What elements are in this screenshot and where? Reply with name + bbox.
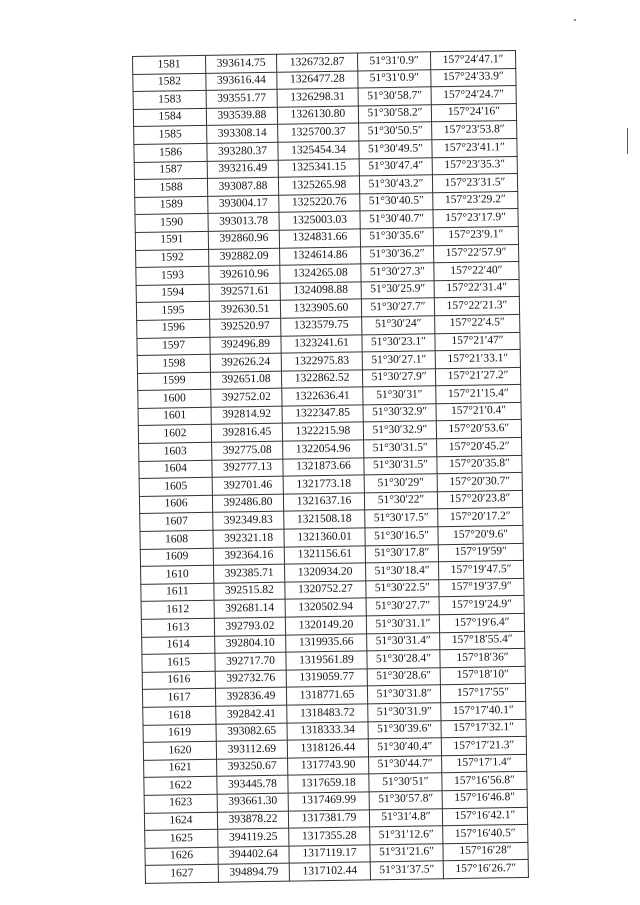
latitude-cell: 51°30′23.1″ <box>362 333 435 352</box>
coordinates-table-body <box>133 50 529 883</box>
x-coordinate-cell: 393539.88 <box>206 107 277 126</box>
y-coordinate-cell: 1325220.76 <box>279 194 360 213</box>
y-coordinate-cell: 1318483.72 <box>287 704 368 723</box>
latitude-cell: 51°30′43.2″ <box>359 175 432 194</box>
latitude-cell: 51°30′31.5″ <box>364 439 437 458</box>
longitude-cell: 157°19′6.4″ <box>439 613 524 632</box>
x-coordinate-cell: 393551.77 <box>206 89 277 108</box>
point-number-cell: 1592 <box>136 249 209 268</box>
longitude-cell: 157°23′53.8″ <box>432 121 517 140</box>
y-coordinate-cell: 1325454.34 <box>278 141 359 160</box>
longitude-cell: 157°23′35.3″ <box>432 156 517 175</box>
latitude-cell: 51°30′40.4″ <box>368 738 441 757</box>
longitude-cell: 157°19′24.9″ <box>439 596 524 615</box>
x-coordinate-cell: 392385.71 <box>214 564 285 583</box>
x-coordinate-cell: 393112.69 <box>216 740 287 759</box>
y-coordinate-cell: 1319561.89 <box>286 651 367 670</box>
x-coordinate-cell: 392717.70 <box>215 652 286 671</box>
y-coordinate-cell: 1321156.61 <box>284 546 365 565</box>
latitude-cell: 51°30′51″ <box>369 773 442 792</box>
longitude-cell: 157°24′33.9″ <box>431 68 516 87</box>
y-coordinate-cell: 1318333.34 <box>287 721 368 740</box>
point-number-cell: 1587 <box>134 161 207 180</box>
point-number-cell: 1586 <box>134 143 207 162</box>
longitude-cell: 157°21′0.4″ <box>436 402 521 421</box>
point-number-cell: 1582 <box>133 73 206 92</box>
y-coordinate-cell: 1318771.65 <box>286 686 367 705</box>
x-coordinate-cell: 392882.09 <box>209 248 280 267</box>
x-coordinate-cell: 392364.16 <box>213 547 284 566</box>
x-coordinate-cell: 392630.51 <box>209 301 280 320</box>
point-number-cell: 1585 <box>134 126 207 145</box>
latitude-cell: 51°30′32.9″ <box>363 404 436 423</box>
y-coordinate-cell: 1325700.37 <box>278 123 359 142</box>
x-coordinate-cell: 392515.82 <box>214 582 285 601</box>
y-coordinate-cell: 1317381.79 <box>288 809 369 828</box>
y-coordinate-cell: 1324614.86 <box>280 246 361 265</box>
y-coordinate-cell: 1317659.18 <box>288 774 369 793</box>
point-number-cell: 1615 <box>142 653 215 672</box>
longitude-cell: 157°22′4.5″ <box>435 314 520 333</box>
y-coordinate-cell: 1321508.18 <box>284 510 365 529</box>
latitude-cell: 51°30′27.7″ <box>361 298 434 317</box>
y-coordinate-cell: 1320752.27 <box>285 581 366 600</box>
latitude-cell: 51°30′27.3″ <box>361 263 434 282</box>
margin-mark <box>627 128 628 154</box>
y-coordinate-cell: 1323579.75 <box>281 317 362 336</box>
point-number-cell: 1610 <box>141 566 214 585</box>
latitude-cell: 51°30′35.6″ <box>360 228 433 247</box>
longitude-cell: 157°16′26.7″ <box>443 860 528 879</box>
y-coordinate-cell: 1324098.88 <box>280 282 361 301</box>
latitude-cell: 51°30′47.4″ <box>359 157 432 176</box>
point-number-cell: 1618 <box>143 706 216 725</box>
point-number-cell: 1589 <box>135 196 208 215</box>
y-coordinate-cell: 1322215.98 <box>282 422 363 441</box>
latitude-cell: 51°31′37.5″ <box>370 861 443 880</box>
longitude-cell: 157°23′29.2″ <box>433 191 518 210</box>
longitude-cell: 157°24′47.1″ <box>430 50 515 69</box>
y-coordinate-cell: 1317469.99 <box>288 792 369 811</box>
longitude-cell: 157°20′17.2″ <box>438 508 523 527</box>
x-coordinate-cell: 393308.14 <box>207 125 278 144</box>
x-coordinate-cell: 393280.37 <box>207 142 278 161</box>
x-coordinate-cell: 392777.13 <box>212 459 283 478</box>
longitude-cell: 157°22′40″ <box>434 262 519 281</box>
longitude-cell: 157°19′59″ <box>438 543 523 562</box>
point-number-cell: 1602 <box>138 425 211 444</box>
point-number-cell: 1590 <box>135 214 208 233</box>
point-number-cell: 1598 <box>137 354 210 373</box>
latitude-cell: 51°30′28.6″ <box>367 668 440 687</box>
y-coordinate-cell: 1317743.90 <box>288 757 369 776</box>
y-coordinate-cell: 1323241.61 <box>281 334 362 353</box>
y-coordinate-cell: 1320502.94 <box>285 598 366 617</box>
longitude-cell: 157°23′31.5″ <box>432 174 517 193</box>
y-coordinate-cell: 1321637.16 <box>283 493 364 512</box>
x-coordinate-cell: 392701.46 <box>212 476 283 495</box>
y-coordinate-cell: 1318126.44 <box>287 739 368 758</box>
longitude-cell: 157°17′32.1″ <box>441 719 526 738</box>
longitude-cell: 157°20′45.2″ <box>437 437 522 456</box>
point-number-cell: 1622 <box>144 777 217 796</box>
point-number-cell: 1596 <box>137 319 210 338</box>
latitude-cell: 51°30′25.9″ <box>361 281 434 300</box>
y-coordinate-cell: 1317119.17 <box>289 845 370 864</box>
y-coordinate-cell: 1321873.66 <box>283 458 364 477</box>
latitude-cell: 51°30′27.9″ <box>362 368 435 387</box>
latitude-cell: 51°30′27.7″ <box>366 597 439 616</box>
x-coordinate-cell: 392571.61 <box>209 283 280 302</box>
latitude-cell: 51°30′36.2″ <box>361 245 434 264</box>
point-number-cell: 1605 <box>139 478 212 497</box>
coordinates-table <box>132 50 529 884</box>
point-number-cell: 1620 <box>143 741 216 760</box>
point-number-cell: 1599 <box>137 372 210 391</box>
longitude-cell: 157°19′47.5″ <box>438 561 523 580</box>
coordinate-sheet <box>132 50 529 884</box>
latitude-cell: 51°31′21.6″ <box>370 843 443 862</box>
longitude-cell: 157°24′16″ <box>431 103 516 122</box>
longitude-cell: 157°21′27.2″ <box>435 367 520 386</box>
point-number-cell: 1607 <box>140 513 213 532</box>
point-number-cell: 1603 <box>139 442 212 461</box>
latitude-cell: 51°30′40.5″ <box>360 193 433 212</box>
point-number-cell: 1627 <box>145 865 218 884</box>
longitude-cell: 157°16′40.5″ <box>443 825 528 844</box>
latitude-cell: 51°30′40.7″ <box>360 210 433 229</box>
x-coordinate-cell: 392860.96 <box>208 230 279 249</box>
point-number-cell: 1617 <box>142 689 215 708</box>
longitude-cell: 157°16′42.1″ <box>442 807 527 826</box>
y-coordinate-cell: 1325341.15 <box>278 159 359 178</box>
point-number-cell: 1581 <box>133 55 206 74</box>
point-number-cell: 1588 <box>134 178 207 197</box>
longitude-cell: 157°18′55.4″ <box>440 631 525 650</box>
longitude-cell: 157°21′47″ <box>435 332 520 351</box>
point-number-cell: 1595 <box>136 302 209 321</box>
x-coordinate-cell: 392321.18 <box>213 529 284 548</box>
x-coordinate-cell: 392842.41 <box>216 705 287 724</box>
point-number-cell: 1606 <box>139 495 212 514</box>
latitude-cell: 51°30′27.1″ <box>362 351 435 370</box>
longitude-cell: 157°20′9.6″ <box>438 525 523 544</box>
latitude-cell: 51°30′31.4″ <box>367 632 440 651</box>
latitude-cell: 51°30′31.8″ <box>367 685 440 704</box>
point-number-cell: 1625 <box>145 829 218 848</box>
point-number-cell: 1611 <box>141 583 214 602</box>
latitude-cell: 51°30′28.4″ <box>367 650 440 669</box>
longitude-cell: 157°20′30.7″ <box>437 473 522 492</box>
longitude-cell: 157°18′10″ <box>440 666 525 685</box>
point-number-cell: 1608 <box>140 530 213 549</box>
longitude-cell: 157°20′23.8″ <box>437 490 522 509</box>
y-coordinate-cell: 1326477.28 <box>277 71 358 90</box>
longitude-cell: 157°17′21.3″ <box>441 737 526 756</box>
x-coordinate-cell: 394894.79 <box>218 863 289 882</box>
x-coordinate-cell: 393216.49 <box>207 160 278 179</box>
x-coordinate-cell: 393445.78 <box>217 775 288 794</box>
point-number-cell: 1619 <box>143 724 216 743</box>
x-coordinate-cell: 392520.97 <box>210 318 281 337</box>
longitude-cell: 157°22′31.4″ <box>434 279 519 298</box>
longitude-cell: 157°22′57.9″ <box>434 244 519 263</box>
x-coordinate-cell: 393661.30 <box>217 793 288 812</box>
x-coordinate-cell: 392732.76 <box>215 670 286 689</box>
x-coordinate-cell: 392752.02 <box>211 388 282 407</box>
x-coordinate-cell: 392804.10 <box>215 635 286 654</box>
x-coordinate-cell: 393614.75 <box>205 54 276 73</box>
latitude-cell: 51°30′39.6″ <box>368 720 441 739</box>
longitude-cell: 157°23′41.1″ <box>432 138 517 157</box>
point-number-cell: 1600 <box>138 390 211 409</box>
point-number-cell: 1614 <box>142 636 215 655</box>
latitude-cell: 51°30′50.5″ <box>359 122 432 141</box>
y-coordinate-cell: 1319935.66 <box>286 633 367 652</box>
latitude-cell: 51°30′57.8″ <box>369 791 442 810</box>
x-coordinate-cell: 392681.14 <box>214 600 285 619</box>
x-coordinate-cell: 392486.80 <box>212 494 283 513</box>
latitude-cell: 51°30′31″ <box>363 386 436 405</box>
y-coordinate-cell: 1323905.60 <box>280 299 361 318</box>
latitude-cell: 51°30′49.5″ <box>359 140 432 159</box>
longitude-cell: 157°18′36″ <box>440 649 525 668</box>
longitude-cell: 157°19′37.9″ <box>439 578 524 597</box>
y-coordinate-cell: 1321773.18 <box>283 475 364 494</box>
y-coordinate-cell: 1325003.03 <box>279 211 360 230</box>
latitude-cell: 51°30′17.8″ <box>365 544 438 563</box>
point-number-cell: 1583 <box>133 91 206 110</box>
longitude-cell: 157°20′35.8″ <box>437 455 522 474</box>
y-coordinate-cell: 1322054.96 <box>283 440 364 459</box>
y-coordinate-cell: 1324265.08 <box>280 264 361 283</box>
point-number-cell: 1623 <box>144 794 217 813</box>
longitude-cell: 157°16′46.8″ <box>442 789 527 808</box>
longitude-cell: 157°17′55″ <box>440 684 525 703</box>
y-coordinate-cell: 1319059.77 <box>286 669 367 688</box>
longitude-cell: 157°24′24.7″ <box>431 86 516 105</box>
x-coordinate-cell: 393013.78 <box>208 213 279 232</box>
y-coordinate-cell: 1320149.20 <box>285 616 366 635</box>
x-coordinate-cell: 394402.64 <box>218 846 289 865</box>
point-number-cell: 1616 <box>142 671 215 690</box>
y-coordinate-cell: 1320934.20 <box>285 563 366 582</box>
point-number-cell: 1612 <box>141 601 214 620</box>
latitude-cell: 51°30′31.9″ <box>368 703 441 722</box>
point-number-cell: 1593 <box>136 266 209 285</box>
y-coordinate-cell: 1326130.80 <box>277 106 358 125</box>
x-coordinate-cell: 392836.49 <box>215 688 286 707</box>
latitude-cell: 51°30′31.1″ <box>366 615 439 634</box>
point-number-cell: 1626 <box>145 847 218 866</box>
point-number-cell: 1604 <box>139 460 212 479</box>
y-coordinate-cell: 1321360.01 <box>284 528 365 547</box>
latitude-cell: 51°30′31.5″ <box>364 456 437 475</box>
latitude-cell: 51°30′24″ <box>362 316 435 335</box>
latitude-cell: 51°30′32.9″ <box>363 421 436 440</box>
longitude-cell: 157°23′9.1″ <box>433 226 518 245</box>
point-number-cell: 1591 <box>135 231 208 250</box>
latitude-cell: 51°30′58.7″ <box>358 87 431 106</box>
longitude-cell: 157°17′40.1″ <box>441 701 526 720</box>
x-coordinate-cell: 392814.92 <box>211 406 282 425</box>
longitude-cell: 157°23′17.9″ <box>433 209 518 228</box>
x-coordinate-cell: 392610.96 <box>209 265 280 284</box>
point-number-cell: 1621 <box>144 759 217 778</box>
longitude-cell: 157°21′15.4″ <box>436 385 521 404</box>
x-coordinate-cell: 392626.24 <box>210 353 281 372</box>
latitude-cell: 51°31′0.9″ <box>357 52 430 71</box>
longitude-cell: 157°20′53.6″ <box>436 420 521 439</box>
point-number-cell: 1609 <box>140 548 213 567</box>
y-coordinate-cell: 1326298.31 <box>277 88 358 107</box>
point-number-cell: 1601 <box>138 407 211 426</box>
y-coordinate-cell: 1322347.85 <box>282 405 363 424</box>
point-number-cell: 1613 <box>141 618 214 637</box>
latitude-cell: 51°31′0.9″ <box>358 69 431 88</box>
y-coordinate-cell: 1324831.66 <box>279 229 360 248</box>
x-coordinate-cell: 392651.08 <box>210 371 281 390</box>
x-coordinate-cell: 393250.67 <box>217 758 288 777</box>
x-coordinate-cell: 392793.02 <box>214 617 285 636</box>
point-number-cell: 1597 <box>137 337 210 356</box>
y-coordinate-cell: 1326732.87 <box>276 53 357 72</box>
x-coordinate-cell: 393082.65 <box>216 723 287 742</box>
y-coordinate-cell: 1325265.98 <box>278 176 359 195</box>
scan-speck <box>574 19 576 21</box>
latitude-cell: 51°30′16.5″ <box>365 527 438 546</box>
longitude-cell: 157°16′28″ <box>443 842 528 861</box>
y-coordinate-cell: 1317102.44 <box>289 862 370 881</box>
latitude-cell: 51°30′44.7″ <box>369 755 442 774</box>
x-coordinate-cell: 393878.22 <box>217 811 288 830</box>
x-coordinate-cell: 394119.25 <box>218 828 289 847</box>
latitude-cell: 51°30′22″ <box>364 492 437 511</box>
latitude-cell: 51°30′18.4″ <box>365 562 438 581</box>
x-coordinate-cell: 392775.08 <box>212 441 283 460</box>
x-coordinate-cell: 392816.45 <box>211 424 282 443</box>
latitude-cell: 51°31′12.6″ <box>370 826 443 845</box>
longitude-cell: 157°17′1.4″ <box>442 754 527 773</box>
y-coordinate-cell: 1322862.52 <box>281 370 362 389</box>
latitude-cell: 51°31′4.8″ <box>369 808 442 827</box>
x-coordinate-cell: 392496.89 <box>210 336 281 355</box>
y-coordinate-cell: 1322636.41 <box>282 387 363 406</box>
latitude-cell: 51°30′17.5″ <box>365 509 438 528</box>
latitude-cell: 51°30′58.2″ <box>358 105 431 124</box>
point-number-cell: 1594 <box>136 284 209 303</box>
point-number-cell: 1624 <box>144 812 217 831</box>
x-coordinate-cell: 392349.83 <box>213 512 284 531</box>
x-coordinate-cell: 393616.44 <box>206 72 277 91</box>
latitude-cell: 51°30′22.5″ <box>366 580 439 599</box>
x-coordinate-cell: 393087.88 <box>207 177 278 196</box>
y-coordinate-cell: 1322975.83 <box>281 352 362 371</box>
point-number-cell: 1584 <box>133 108 206 127</box>
longitude-cell: 157°22′21.3″ <box>434 297 519 316</box>
longitude-cell: 157°21′33.1″ <box>435 350 520 369</box>
y-coordinate-cell: 1317355.28 <box>289 827 370 846</box>
latitude-cell: 51°30′29″ <box>364 474 437 493</box>
x-coordinate-cell: 393004.17 <box>208 195 279 214</box>
longitude-cell: 157°16′56.8″ <box>442 772 527 791</box>
